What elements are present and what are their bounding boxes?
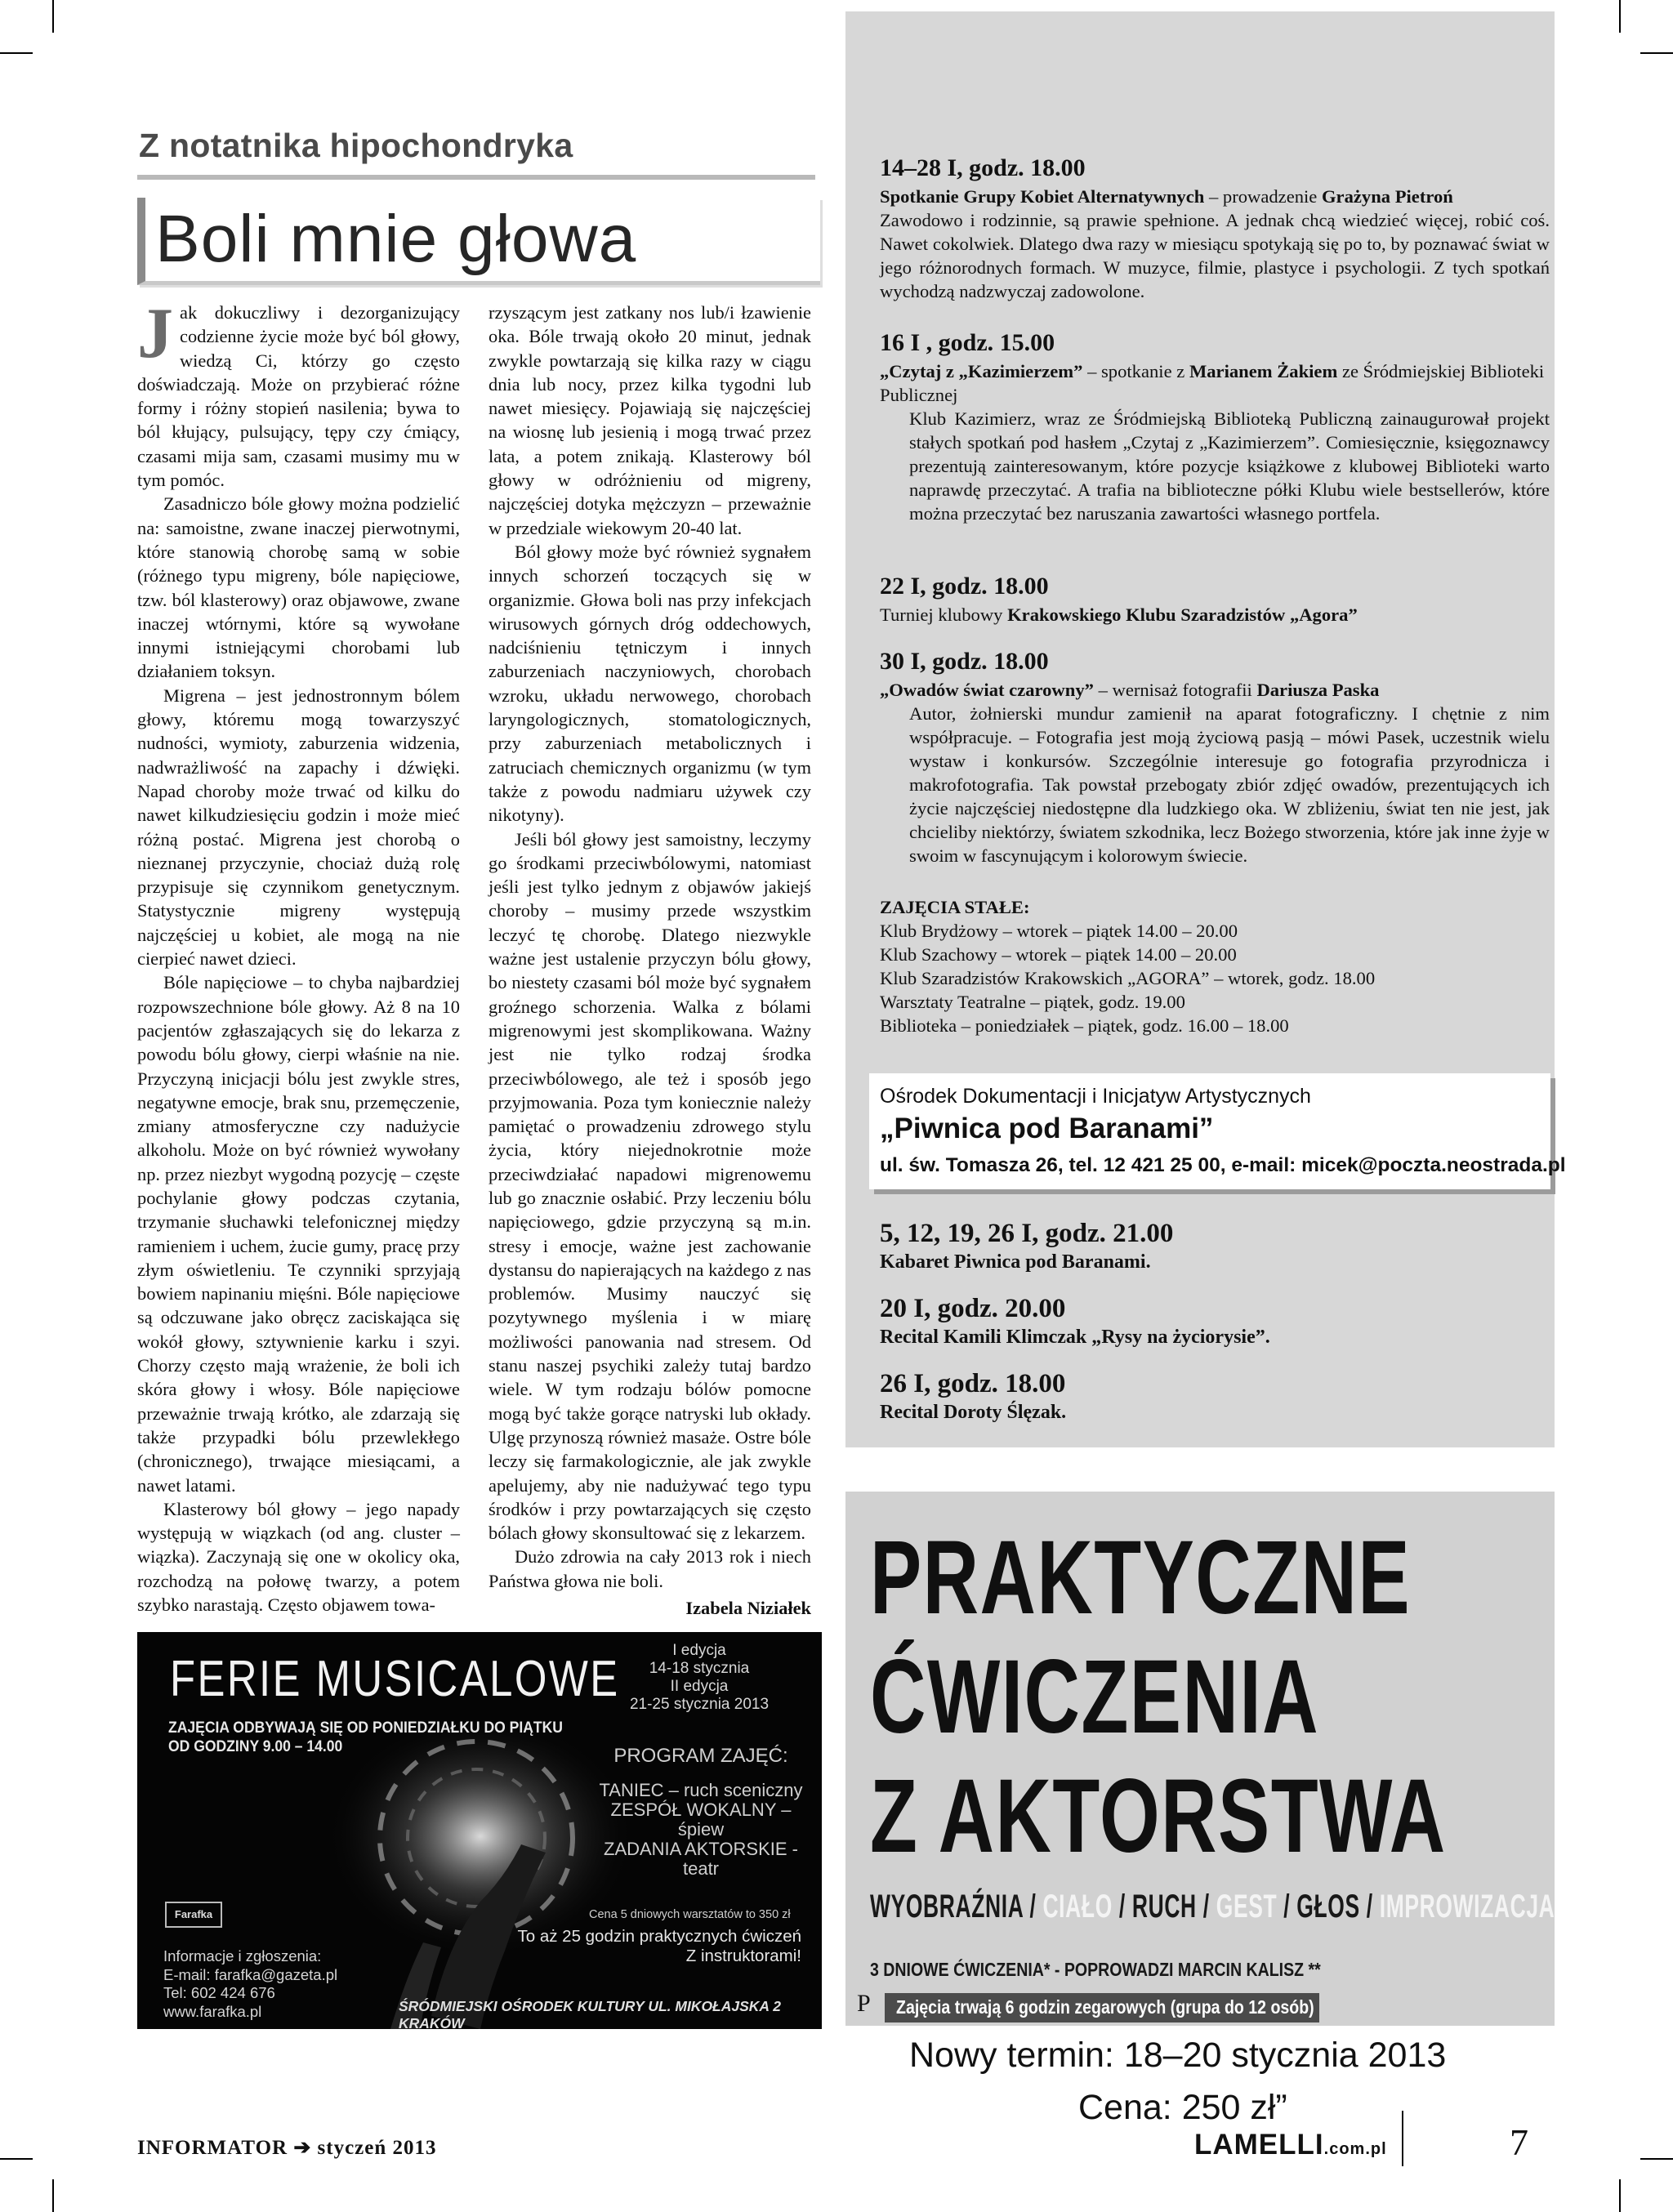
ferie-footer: ŚRÓDMIEJSKI OŚRODEK KULTURY UL. MIKOŁAJSKA 2 KRAKÓW xyxy=(399,1998,782,2029)
event-date: 20 I, godz. 20.00 xyxy=(880,1294,1066,1323)
ad-instructor: 3 DNIOWE ĆWICZENIA* - POPROWADZI MARCIN KALISZ ** xyxy=(870,1959,1321,1980)
praktyczne-cwiczenia-ad xyxy=(845,1492,1555,2026)
event-body: Klub Kazimierz, wraz ze Śródmiejską Biblioteką Publiczną zainaugurował projekt stałych spotkań pod hasłem „Czytaj z „Kazimierzem”. Comiesięcznie, księgoznawcy prezentują zainteresowanym, które pozycje książkowe z klubowej Biblioteki warto naprawdę przeczytać. A trafia na biblioteczne półki Klubu wiele bestsellerów, które można przeczytać bez naruszania zawartości własnego portfela. xyxy=(909,408,1550,524)
article-paragraph: Migrena – jest jednostronnym bólem głowy, któremu mogą towarzyszyć nudności, wymioty, zaburzenia widzenia, nadwrażliwość na zapachy i dźwięki. Napad choroby może trwać od kilku do nawet kilkudziesięciu godzin i może mieć różną postać. Migrena jest chorobą o nieznanej przyczynie, chociaż dużą rolę przypisuje się czynnikom genetycznym. Statystycznie migreny występują najczęściej u kobiet, ale mogą na nie cierpieć nawet dzieci. xyxy=(137,685,460,970)
event-heading: Spotkanie Grupy Kobiet Alternatywnych – prowadzenie Grażyna Pietroń xyxy=(880,186,1453,207)
zajecia-item: Biblioteka – poniedziałek – piątek, godz. 16.00 – 18.00 xyxy=(880,1015,1289,1036)
piwnica-event xyxy=(880,1217,1558,1274)
zajecia-stale xyxy=(880,895,1558,1037)
zajecia-item: Klub Szaradzistów Krakowskich „AGORA” – wtorek, godz. 18.00 xyxy=(880,968,1376,988)
event-desc: Recital Kamili Klimczak „Rysy na życiorysie”. xyxy=(880,1327,1270,1348)
ferie-program: PROGRAM ZAJĘĆ: TANIEC – ruch sceniczny ZESPÓŁ WOKALNY – śpiew ZADANIA AKTORSKIE - teatr xyxy=(599,1745,803,1879)
event-desc: Recital Doroty Ślęzak. xyxy=(880,1402,1067,1423)
section-label: Z notatnika hipochondryka xyxy=(139,127,573,164)
article-paragraph: Klasterowy ból głowy – jego napady występują w wiązkach (od ang. cluster – wiązka). Zaczynają się one w okolicy oka, rozchodzą na połowę twarzy, a potem szybko narastają. Często objawem towa- xyxy=(137,1498,460,1616)
article-paragraph: rzyszącym jest zatkany nos lub/i łzawienie oka. Bóle trwają około 20 minut, jednak zwykle powtarzają się kilka razy w ciągu dnia lub nocy, przez kilka tygodni lub nawet miesięcy. Pojawiają się najczęściej na wiosnę lub jesienią i mogą trwać przez lata, a potem znikają. Klasterowy ból głowy w odróżnieniu od migreny, najczęściej dotyka mężczyzn – przeważnie w przedziale wiekowym 20-40 lat. xyxy=(489,302,811,538)
ad-keywords: WYOBRAŹNIA / CIAŁO / RUCH / GEST / GŁOS / IMPROWIZACJA xyxy=(870,1889,1555,1924)
piwnica-name: „Piwnica pod Baranami” xyxy=(880,1113,1214,1144)
article-paragraph: Zasadniczo bóle głowy można podzielić na: samoistne, zwane inaczej pierwotnymi, które stanowią chorobę samą w sobie (różnego typu migreny, bóle napięciowe, tzw. ból klasterowy) oraz objawowe, zwane inaczej wtórnymi, które są wywołane innymi istniejącymi chorobami lub działaniem toksyn. xyxy=(137,493,460,682)
crop-mark xyxy=(1619,2179,1621,2212)
article-paragraph: Bóle napięciowe – to chyba najbardziej rozpowszechnione bóle głowy. Aż 8 na 10 pacjentów zgłaszających się do lekarza z powodu bólu głowy, cierpi właśnie na nie. Przyczyną inicjacji bólu jest zwykle stres, negatywne emocje, brak snu, przemęczenie, zmiany atmosferyczne czy nadużycie alkoholu. Może on być również wywołany np. przez niezbyt wygodną pozycję – częste pochylanie głowy podczas czytania, trzymanie słuchawki telefonicznej między ramieniem i uchem, żucie gumy, pracę przy złym oświetleniu. Te czynniki sprzyjają bowiem napinaniu mięśni. Bóle napięciowe są odczuwane jako obręcz zaciskająca się wokół głowy, sztywnienie karku i szyi. Chorzy często mają wrażenie, że boli ich skóra głowy i włosy. Bóle napięciowe przeważnie trwają krótko, ale zdarzają się także przypadki bólu przewlekłego (chronicznego), trwające miesiącami, a nawet latami. xyxy=(137,972,460,1496)
event-3 xyxy=(880,572,1558,627)
ad-headline: PRAKTYCZNE xyxy=(870,1519,1412,1636)
piwnica-address: ul. św. Tomasza 26, tel. 12 421 25 00, e-mail: micek@poczta.neostrada.pl xyxy=(880,1154,1566,1176)
event-date: 14–28 I, godz. 18.00 xyxy=(880,154,1086,181)
ferie-price: Cena 5 dniowych warsztatów to 350 zł xyxy=(589,1908,791,1921)
event-4 xyxy=(880,647,1558,867)
article-title: Boli mnie głowa xyxy=(155,202,637,276)
article-paragraph: Ból głowy może być również sygnałem innych schorzeń toczących się w organizmie. Głowa boli nas przy infekcjach wirusowych górnych dróg oddechowych, nadciśnieniu tętniczym i innych zaburzeniach naczyniowych, chorobach wzroku, układu nerwowego, chorobach laryngologicznych, stomatologicznych, przy zaburzeniach metabolicznych i zatruciach chemicznych organizmu (w tym także z powodu nadmiaru używek czy nikotyny). xyxy=(489,541,811,826)
crop-mark xyxy=(52,0,54,33)
article-column-2 xyxy=(489,301,811,1620)
crop-mark xyxy=(1640,52,1673,54)
footer-divider xyxy=(1402,2111,1403,2166)
piwnica-event xyxy=(880,1292,1558,1349)
ad-duration: Zajęcia trwają 6 godzin zegarowych (grupa do 12 osób) xyxy=(896,1996,1314,2018)
ad-mark: P xyxy=(857,1990,871,2017)
footer-brand: LAMELLI.com.pl xyxy=(1194,2129,1387,2161)
title-rule xyxy=(137,175,815,180)
article-author: Izabela Niziałek xyxy=(685,1598,811,1619)
ferie-musicalowe-ad xyxy=(137,1632,822,2029)
crop-mark xyxy=(52,2179,54,2212)
event-date: 5, 12, 19, 26 I, godz. 21.00 xyxy=(880,1219,1174,1248)
event-date: 22 I, godz. 18.00 xyxy=(880,573,1049,600)
article-column-1 xyxy=(137,294,460,1617)
crop-mark xyxy=(1619,0,1621,33)
article-paragraph: Jak dokuczliwy i dezorganizujący codzienne życie może być ból głowy, wiedzą Ci, którzy go często doświadczają. Może on przybierać różne formy i różny stopień nasilenia; bywa to ból kłujący, pulsujący, tępy czy ćmiący, czasami mija sam, czasami musimy mu w tym pomóc. xyxy=(137,294,460,491)
event-desc: Kabaret Piwnica pod Baranami. xyxy=(880,1251,1151,1273)
ferie-title: FERIE MUSICALOWE xyxy=(170,1651,620,1707)
piwnica-org: Ośrodek Dokumentacji i Inicjatyw Artystycznych xyxy=(880,1085,1311,1108)
page-number: 7 xyxy=(1510,2121,1528,2163)
event-date: 26 I, godz. 18.00 xyxy=(880,1369,1066,1398)
ferie-promo: To aż 25 godzin praktycznych ćwiczeń Z instruktorami! xyxy=(517,1927,801,1965)
crop-mark xyxy=(0,52,33,54)
article-paragraph: Jeśli ból głowy jest samoistny, leczymy go środkami przeciwbólowymi, natomiast jeśli jest tylko jednym z objawów jakiejś choroby – musimy przede wszystkim leczyć tę chorobę. Dlatego niezwykle ważne jest ustalenie przyczyn bólu głowy, bo niestety czasami ból może być sygnałem groźnego schorzenia. Walka z bólami migrenowymi jest skomplikowana. Ważny jest nie tylko rodzaj środka przeciwbólowego, ale też i sposób jego przyjmowania. Poza tym koniecznie należy pamiętać o prowadzeniu zdrowego stylu życia, który niejednokrotnie może przeciwdziałać napadowi migrenowemu lub go znacznie osłabić. Przy leczeniu bólu napięciowego, gdzie przyczyną są m.in. stresy i emocje, ważne jest zachowanie dystansu do napierających na każdego z nas problemów. Musimy nauczyć się pozytywnego myślenia i w miarę możliwości panowania nad stresem. Od stanu naszej psychiki zależy tutaj bardzo wiele. W tym rodzaju bólów pomocne mogą być także gorące natryski lub okłady. Ulgę przynoszą również masaże. Ostre bóle leczy się farmakologicznie, ale jak zwykle apelujemy, aby nie nadużywać tego typu środków i przy powtarzających się często bólach głowy skonsultować się z lekarzem. xyxy=(489,828,811,1544)
event-body: Zawodowo i rodzinnie, są prawie spełnione. A jednak chcą wiedzieć więcej, robić coś. Nawet cokolwiek. Dlatego dwa razy w miesiącu spotykają się po to, by poznawać świat w jego różnorodnych formach. W muzyce, filmie, plastyce i psychologii. Z tych spotkań wychodzą nadzwyczaj zadowolone. xyxy=(880,210,1550,301)
event-2 xyxy=(880,328,1558,525)
event-heading: Turniej klubowy Krakowskiego Klubu Szaradzistów „Agora” xyxy=(880,604,1358,625)
event-heading: „Owadów świat czarowny” – wernisaż fotografii Dariusza Paska xyxy=(880,680,1380,700)
new-date: Nowy termin: 18–20 stycznia 2013 xyxy=(909,2036,1447,2075)
zajecia-heading: ZAJĘCIA STAŁE: xyxy=(880,897,1030,917)
ferie-contact: Informacje i zgłoszenia: E-mail: farafka@gazeta.pl Tel: 602 424 676 www.farafka.pl xyxy=(163,1947,338,2020)
footer-issue: INFORMATOR ➔ styczeń 2013 xyxy=(137,2137,437,2159)
ad-headline: ĆWICZENIA xyxy=(870,1639,1320,1755)
drop-cap: J xyxy=(137,294,173,373)
event-body: Autor, żołnierski mundur zamienił na aparat fotograficzny. I chętnie z nim współpracuje. – Fotografia jest moją życiową pasją – mówi Pasek, uczestnik wielu wystaw i konkursów. Szczególnie interesuje go fotografia przyrodnicza i makrofotografia. Tak powstał przebogaty zbiór zdjęć owadów, prezentujących ich życie najczęściej niedostępne dla ludzkiego oka. W zbliżeniu, świat ten nie jest, jak chcieliby niektórzy, światem szkodnika, lecz Bożego stworzenia, które jak inne żyje w swoim w fascynującym i kolorowym świecie. xyxy=(909,703,1550,866)
farafka-logo: Farafka xyxy=(165,1902,222,1928)
zajecia-item: Klub Brydżowy – wtorek – piątek 14.00 – 20.00 xyxy=(880,921,1238,941)
zajecia-item: Klub Szachowy – wtorek – piątek 14.00 – 20.00 xyxy=(880,944,1237,965)
event-heading: „Czytaj z „Kazimierzem” – spotkanie z Marianem Żakiem ze Śródmiejskiej Biblioteki Publicznej xyxy=(880,361,1545,405)
ferie-schedule: ZAJĘCIA ODBYWAJĄ SIĘ OD PONIEDZIAŁKU DO PIĄTKU OD GODZINY 9.00 – 14.00 xyxy=(168,1719,563,1755)
price: Cena: 250 zł” xyxy=(1078,2088,1287,2127)
zajecia-item: Warsztaty Teatralne – piątek, godz. 19.00 xyxy=(880,992,1185,1012)
crop-mark xyxy=(0,2158,33,2160)
event-date: 30 I, godz. 18.00 xyxy=(880,648,1049,675)
event-date: 16 I , godz. 15.00 xyxy=(880,329,1055,356)
arrow-icon: ➔ xyxy=(293,2137,312,2159)
crop-mark xyxy=(1640,2158,1673,2160)
piwnica-event xyxy=(880,1367,1558,1425)
article-paragraph: Dużo zdrowia na cały 2013 rok i niech Państwa głowa nie boli. xyxy=(489,1546,811,1591)
ferie-editions: I edycja 14-18 stycznia II edycja 21-25 stycznia 2013 xyxy=(629,1642,770,1713)
event-1 xyxy=(880,154,1558,303)
ad-headline: Z AKTORSTWA xyxy=(870,1758,1447,1875)
